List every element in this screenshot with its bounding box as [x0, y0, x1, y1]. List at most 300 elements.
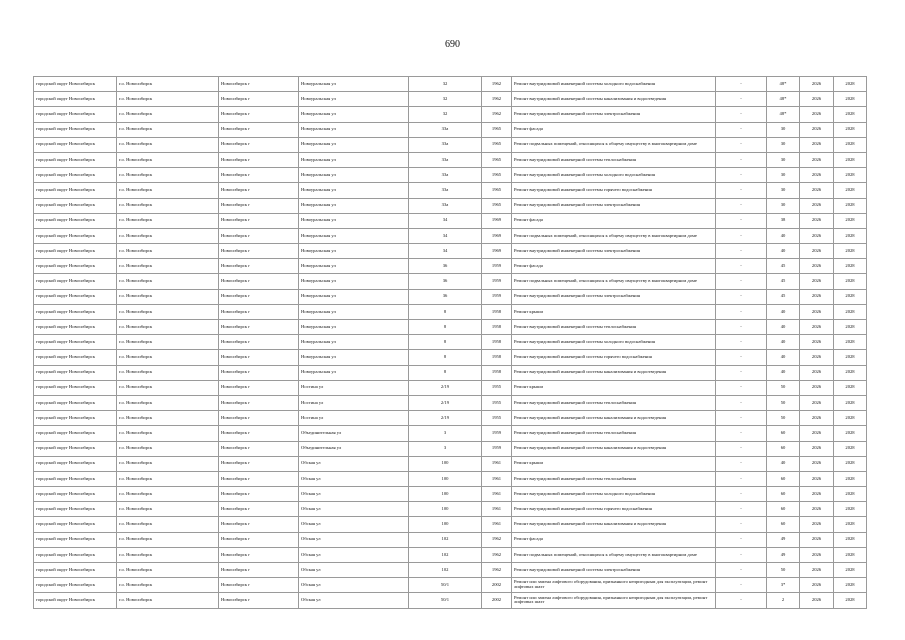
start-year-cell: 2026 [800, 228, 834, 243]
street-cell: Обская ул [299, 547, 409, 562]
table-row [34, 350, 867, 365]
locality-cell: Новосибирск г [219, 92, 299, 107]
start-year-cell: 2026 [800, 213, 834, 228]
municipality-cell: городской округ Новосибирск [34, 350, 117, 365]
house-cell: 50/1 [409, 593, 482, 608]
start-year-cell: 2026 [800, 122, 834, 137]
work-type-cell: Ремонт фасада [512, 122, 716, 137]
table-row [34, 563, 867, 578]
district-cell: г.о. Новосибирск [117, 228, 219, 243]
year-cell: 1958 [482, 335, 512, 350]
start-year-cell: 2026 [800, 365, 834, 380]
street-cell: Новоуральская ул [299, 320, 409, 335]
table-row [34, 168, 867, 183]
street-cell: Новоуральская ул [299, 92, 409, 107]
house-cell: 2/19 [409, 411, 482, 426]
end-year-cell: 2028 [834, 107, 867, 122]
locality-cell: Новосибирск г [219, 456, 299, 471]
street-cell: Обская ул [299, 593, 409, 608]
locality-cell: Новосибирск г [219, 335, 299, 350]
house-cell: 33а [409, 152, 482, 167]
year-cell: 1965 [482, 168, 512, 183]
work-type-cell: Ремонт внутридомовой инженерной системы теплоснабжения [512, 471, 716, 486]
year-cell: 1965 [482, 137, 512, 152]
start-year-cell: 2026 [800, 517, 834, 532]
year-cell: 1959 [482, 426, 512, 441]
extra-cell: - [716, 532, 767, 547]
year-cell: 1955 [482, 411, 512, 426]
locality-cell: Новосибирск г [219, 517, 299, 532]
work-type-cell: Ремонт подвальных помещений, относящихся к общему имуществу в многоквартирном доме [512, 547, 716, 562]
district-cell: г.о. Новосибирск [117, 487, 219, 502]
end-year-cell: 2028 [834, 198, 867, 213]
year-cell: 1969 [482, 213, 512, 228]
year-cell: 1962 [482, 107, 512, 122]
district-cell: г.о. Новосибирск [117, 168, 219, 183]
amount-cell: 30 [767, 198, 800, 213]
work-type-cell: Ремонт подвальных помещений, относящихся к общему имуществу в многоквартирном доме [512, 228, 716, 243]
house-cell: 102 [409, 532, 482, 547]
extra-cell: - [716, 411, 767, 426]
start-year-cell: 2026 [800, 563, 834, 578]
municipality-cell: городской округ Новосибирск [34, 198, 117, 213]
street-cell: Ностина ул [299, 380, 409, 395]
extra-cell: - [716, 213, 767, 228]
house-cell: 33а [409, 137, 482, 152]
start-year-cell: 2026 [800, 335, 834, 350]
table-row [34, 274, 867, 289]
amount-cell: 60 [767, 487, 800, 502]
year-cell: 1961 [482, 517, 512, 532]
work-type-cell: Ремонт подвальных помещений, относящихся к общему имуществу в многоквартирном доме [512, 137, 716, 152]
end-year-cell: 2028 [834, 456, 867, 471]
amount-cell: 40 [767, 320, 800, 335]
district-cell: г.о. Новосибирск [117, 380, 219, 395]
start-year-cell: 2026 [800, 593, 834, 608]
end-year-cell: 2028 [834, 380, 867, 395]
municipality-cell: городской округ Новосибирск [34, 122, 117, 137]
start-year-cell: 2026 [800, 380, 834, 395]
street-cell: Обская ул [299, 563, 409, 578]
end-year-cell: 2028 [834, 213, 867, 228]
amount-cell: 50 [767, 395, 800, 410]
extra-cell: - [716, 350, 767, 365]
street-cell: Новоуральская ул [299, 77, 409, 92]
work-type-cell: Ремонт крыши [512, 304, 716, 319]
start-year-cell: 2026 [800, 320, 834, 335]
work-type-cell: Ремонт внутридомовой инженерной системы электроснабжения [512, 107, 716, 122]
end-year-cell: 2028 [834, 411, 867, 426]
amount-cell: 60 [767, 502, 800, 517]
table-row [34, 122, 867, 137]
start-year-cell: 2026 [800, 487, 834, 502]
table-row [34, 456, 867, 471]
end-year-cell: 2028 [834, 365, 867, 380]
municipality-cell: городской округ Новосибирск [34, 365, 117, 380]
year-cell: 1962 [482, 92, 512, 107]
district-cell: г.о. Новосибирск [117, 183, 219, 198]
district-cell: г.о. Новосибирск [117, 517, 219, 532]
locality-cell: Новосибирск г [219, 228, 299, 243]
amount-cell: 45 [767, 274, 800, 289]
amount-cell: 40 [767, 365, 800, 380]
extra-cell: - [716, 380, 767, 395]
extra-cell: - [716, 137, 767, 152]
house-cell: 100 [409, 487, 482, 502]
end-year-cell: 2028 [834, 259, 867, 274]
extra-cell: - [716, 92, 767, 107]
work-type-cell: Ремонт внутридомовой инженерной системы теплоснабжения [512, 320, 716, 335]
house-cell: 102 [409, 547, 482, 562]
start-year-cell: 2026 [800, 441, 834, 456]
extra-cell: - [716, 593, 767, 608]
start-year-cell: 2026 [800, 578, 834, 593]
start-year-cell: 2026 [800, 350, 834, 365]
house-cell: 36 [409, 289, 482, 304]
year-cell: 1965 [482, 122, 512, 137]
end-year-cell: 2028 [834, 152, 867, 167]
work-type-cell: Ремонт внутридомовой инженерной системы электроснабжения [512, 563, 716, 578]
locality-cell: Новосибирск г [219, 593, 299, 608]
municipality-cell: городской округ Новосибирск [34, 320, 117, 335]
amount-cell: 48* [767, 77, 800, 92]
end-year-cell: 2028 [834, 502, 867, 517]
work-type-cell: Ремонт фасада [512, 259, 716, 274]
year-cell: 1962 [482, 77, 512, 92]
extra-cell: - [716, 578, 767, 593]
work-type-cell: Ремонт фасада [512, 213, 716, 228]
extra-cell: - [716, 168, 767, 183]
street-cell: Новоуральская ул [299, 244, 409, 259]
municipality-cell: городской округ Новосибирск [34, 274, 117, 289]
work-type-cell: Ремонт внутридомовой инженерной системы теплоснабжения [512, 152, 716, 167]
year-cell: 1958 [482, 320, 512, 335]
extra-cell: - [716, 395, 767, 410]
district-cell: г.о. Новосибирск [117, 532, 219, 547]
extra-cell: - [716, 502, 767, 517]
locality-cell: Новосибирск г [219, 183, 299, 198]
district-cell: г.о. Новосибирск [117, 471, 219, 486]
district-cell: г.о. Новосибирск [117, 289, 219, 304]
district-cell: г.о. Новосибирск [117, 304, 219, 319]
year-cell: 1965 [482, 152, 512, 167]
municipality-cell: городской округ Новосибирск [34, 395, 117, 410]
start-year-cell: 2026 [800, 502, 834, 517]
locality-cell: Новосибирск г [219, 578, 299, 593]
locality-cell: Новосибирск г [219, 274, 299, 289]
locality-cell: Новосибирск г [219, 532, 299, 547]
house-cell: 36 [409, 259, 482, 274]
locality-cell: Новосибирск г [219, 365, 299, 380]
extra-cell: - [716, 304, 767, 319]
street-cell: Обская ул [299, 517, 409, 532]
work-type-cell: Ремонт внутридомовой инженерной системы электроснабжения [512, 289, 716, 304]
locality-cell: Новосибирск г [219, 213, 299, 228]
house-cell: 8 [409, 350, 482, 365]
amount-cell: 40 [767, 304, 800, 319]
street-cell: Новоуральская ул [299, 183, 409, 198]
extra-cell: - [716, 259, 767, 274]
end-year-cell: 2028 [834, 350, 867, 365]
year-cell: 1959 [482, 274, 512, 289]
work-type-cell: Ремонт внутридомовой инженерной системы холодного водоснабжения [512, 168, 716, 183]
municipality-cell: городской округ Новосибирск [34, 137, 117, 152]
end-year-cell: 2028 [834, 168, 867, 183]
repair-schedule-table [33, 76, 867, 609]
amount-cell: 45 [767, 259, 800, 274]
amount-cell: 40 [767, 228, 800, 243]
amount-cell: 50 [767, 563, 800, 578]
district-cell: г.о. Новосибирск [117, 259, 219, 274]
street-cell: Объединительная ул [299, 441, 409, 456]
amount-cell: 40 [767, 350, 800, 365]
table-row [34, 92, 867, 107]
locality-cell: Новосибирск г [219, 107, 299, 122]
table-row [34, 426, 867, 441]
locality-cell: Новосибирск г [219, 122, 299, 137]
start-year-cell: 2026 [800, 395, 834, 410]
street-cell: Новоуральская ул [299, 122, 409, 137]
year-cell: 1955 [482, 380, 512, 395]
street-cell: Обская ул [299, 532, 409, 547]
municipality-cell: городской округ Новосибирск [34, 228, 117, 243]
municipality-cell: городской округ Новосибирск [34, 335, 117, 350]
district-cell: г.о. Новосибирск [117, 152, 219, 167]
table-row [34, 395, 867, 410]
work-type-cell: Ремонт внутридомовой инженерной системы электроснабжения [512, 198, 716, 213]
year-cell: 1969 [482, 228, 512, 243]
extra-cell: - [716, 441, 767, 456]
end-year-cell: 2028 [834, 122, 867, 137]
amount-cell: 60 [767, 426, 800, 441]
street-cell: Обская ул [299, 487, 409, 502]
street-cell: Ностина ул [299, 411, 409, 426]
district-cell: г.о. Новосибирск [117, 411, 219, 426]
extra-cell: - [716, 274, 767, 289]
extra-cell: - [716, 320, 767, 335]
amount-cell: 3* [767, 578, 800, 593]
house-cell: 34 [409, 213, 482, 228]
street-cell: Объединительная ул [299, 426, 409, 441]
extra-cell: - [716, 228, 767, 243]
amount-cell: 48* [767, 92, 800, 107]
amount-cell: 40 [767, 244, 800, 259]
table-row [34, 198, 867, 213]
year-cell: 2002 [482, 593, 512, 608]
table-row [34, 487, 867, 502]
municipality-cell: городской округ Новосибирск [34, 441, 117, 456]
municipality-cell: городской округ Новосибирск [34, 456, 117, 471]
district-cell: г.о. Новосибирск [117, 213, 219, 228]
start-year-cell: 2026 [800, 137, 834, 152]
street-cell: Новоуральская ул [299, 213, 409, 228]
municipality-cell: городской округ Новосибирск [34, 593, 117, 608]
district-cell: г.о. Новосибирск [117, 456, 219, 471]
extra-cell: - [716, 335, 767, 350]
extra-cell: - [716, 198, 767, 213]
house-cell: 8 [409, 335, 482, 350]
district-cell: г.о. Новосибирск [117, 244, 219, 259]
year-cell: 1962 [482, 563, 512, 578]
extra-cell: - [716, 77, 767, 92]
district-cell: г.о. Новосибирск [117, 426, 219, 441]
street-cell: Новоуральская ул [299, 228, 409, 243]
extra-cell: - [716, 517, 767, 532]
table-row [34, 304, 867, 319]
house-cell: 8 [409, 365, 482, 380]
street-cell: Обская ул [299, 502, 409, 517]
start-year-cell: 2026 [800, 274, 834, 289]
house-cell: 34 [409, 244, 482, 259]
start-year-cell: 2026 [800, 107, 834, 122]
street-cell: Обская ул [299, 456, 409, 471]
house-cell: 102 [409, 563, 482, 578]
work-type-cell: Ремонт внутридомовой инженерной системы теплоснабжения [512, 395, 716, 410]
end-year-cell: 2028 [834, 441, 867, 456]
end-year-cell: 2028 [834, 244, 867, 259]
year-cell: 1961 [482, 456, 512, 471]
table-row [34, 137, 867, 152]
locality-cell: Новосибирск г [219, 547, 299, 562]
start-year-cell: 2026 [800, 92, 834, 107]
street-cell: Новоуральская ул [299, 137, 409, 152]
extra-cell: - [716, 289, 767, 304]
house-cell: 8 [409, 320, 482, 335]
house-cell: 34 [409, 228, 482, 243]
house-cell: 33а [409, 122, 482, 137]
street-cell: Новоуральская ул [299, 274, 409, 289]
municipality-cell: городской округ Новосибирск [34, 380, 117, 395]
amount-cell: 2 [767, 593, 800, 608]
locality-cell: Новосибирск г [219, 289, 299, 304]
end-year-cell: 2028 [834, 593, 867, 608]
municipality-cell: городской округ Новосибирск [34, 426, 117, 441]
amount-cell: 60 [767, 441, 800, 456]
extra-cell: - [716, 244, 767, 259]
house-cell: 33а [409, 198, 482, 213]
work-type-cell: Ремонт подвальных помещений, относящихся к общему имуществу в многоквартирном доме [512, 274, 716, 289]
start-year-cell: 2026 [800, 532, 834, 547]
start-year-cell: 2026 [800, 456, 834, 471]
street-cell: Новоуральская ул [299, 168, 409, 183]
municipality-cell: городской округ Новосибирск [34, 471, 117, 486]
table-row [34, 578, 867, 593]
work-type-cell: Ремонт внутридомовой инженерной системы холодного водоснабжения [512, 77, 716, 92]
district-cell: г.о. Новосибирск [117, 593, 219, 608]
district-cell: г.о. Новосибирск [117, 77, 219, 92]
table-row [34, 320, 867, 335]
work-type-cell: Ремонт или замена лифтового оборудования, признанного непригодным для эксплуатации, ремонт лифтовых шахт [512, 578, 716, 593]
year-cell: 1958 [482, 365, 512, 380]
year-cell: 2002 [482, 578, 512, 593]
locality-cell: Новосибирск г [219, 487, 299, 502]
start-year-cell: 2026 [800, 198, 834, 213]
work-type-cell: Ремонт внутридомовой инженерной системы горячего водоснабжения [512, 502, 716, 517]
work-type-cell: Ремонт внутридомовой инженерной системы горячего водоснабжения [512, 350, 716, 365]
municipality-cell: городской округ Новосибирск [34, 517, 117, 532]
start-year-cell: 2026 [800, 426, 834, 441]
extra-cell: - [716, 122, 767, 137]
street-cell: Новоуральская ул [299, 304, 409, 319]
amount-cell: 40 [767, 335, 800, 350]
start-year-cell: 2026 [800, 411, 834, 426]
work-type-cell: Ремонт крыши [512, 456, 716, 471]
amount-cell: 60 [767, 517, 800, 532]
street-cell: Обская ул [299, 578, 409, 593]
end-year-cell: 2028 [834, 228, 867, 243]
extra-cell: - [716, 426, 767, 441]
year-cell: 1959 [482, 289, 512, 304]
amount-cell: 48* [767, 107, 800, 122]
start-year-cell: 2026 [800, 304, 834, 319]
district-cell: г.о. Новосибирск [117, 107, 219, 122]
amount-cell: 30 [767, 152, 800, 167]
amount-cell: 40 [767, 456, 800, 471]
municipality-cell: городской округ Новосибирск [34, 168, 117, 183]
end-year-cell: 2028 [834, 563, 867, 578]
table-row [34, 380, 867, 395]
district-cell: г.о. Новосибирск [117, 350, 219, 365]
amount-cell: 30 [767, 137, 800, 152]
locality-cell: Новосибирск г [219, 426, 299, 441]
district-cell: г.о. Новосибирск [117, 563, 219, 578]
municipality-cell: городской округ Новосибирск [34, 213, 117, 228]
locality-cell: Новосибирск г [219, 137, 299, 152]
table-row [34, 517, 867, 532]
district-cell: г.о. Новосибирск [117, 395, 219, 410]
house-cell: 50/1 [409, 578, 482, 593]
table-row [34, 593, 867, 608]
end-year-cell: 2028 [834, 137, 867, 152]
municipality-cell: городской округ Новосибирск [34, 183, 117, 198]
locality-cell: Новосибирск г [219, 304, 299, 319]
extra-cell: - [716, 152, 767, 167]
year-cell: 1962 [482, 532, 512, 547]
start-year-cell: 2026 [800, 244, 834, 259]
year-cell: 1961 [482, 487, 512, 502]
street-cell: Новоуральская ул [299, 289, 409, 304]
locality-cell: Новосибирск г [219, 471, 299, 486]
amount-cell: 30 [767, 183, 800, 198]
street-cell: Обская ул [299, 471, 409, 486]
end-year-cell: 2028 [834, 578, 867, 593]
locality-cell: Новосибирск г [219, 395, 299, 410]
work-type-cell: Ремонт или замена лифтового оборудования, признанного непригодным для эксплуатации, ремонт лифтовых шахт [512, 593, 716, 608]
street-cell: Новоуральская ул [299, 107, 409, 122]
district-cell: г.о. Новосибирск [117, 274, 219, 289]
street-cell: Новоуральская ул [299, 152, 409, 167]
amount-cell: 49 [767, 532, 800, 547]
table-row [34, 411, 867, 426]
page-number: 690 [445, 39, 460, 50]
work-type-cell: Ремонт внутридомовой инженерной системы канализования и водоотведения [512, 441, 716, 456]
locality-cell: Новосибирск г [219, 380, 299, 395]
year-cell: 1958 [482, 350, 512, 365]
district-cell: г.о. Новосибирск [117, 365, 219, 380]
locality-cell: Новосибирск г [219, 411, 299, 426]
district-cell: г.о. Новосибирск [117, 335, 219, 350]
work-type-cell: Ремонт внутридомовой инженерной системы канализования и водоотведения [512, 92, 716, 107]
end-year-cell: 2028 [834, 289, 867, 304]
municipality-cell: городской округ Новосибирск [34, 304, 117, 319]
extra-cell: - [716, 487, 767, 502]
municipality-cell: городской округ Новосибирск [34, 532, 117, 547]
work-type-cell: Ремонт внутридомовой инженерной системы холодного водоснабжения [512, 335, 716, 350]
year-cell: 1961 [482, 471, 512, 486]
district-cell: г.о. Новосибирск [117, 441, 219, 456]
house-cell: 3 [409, 441, 482, 456]
locality-cell: Новосибирск г [219, 244, 299, 259]
